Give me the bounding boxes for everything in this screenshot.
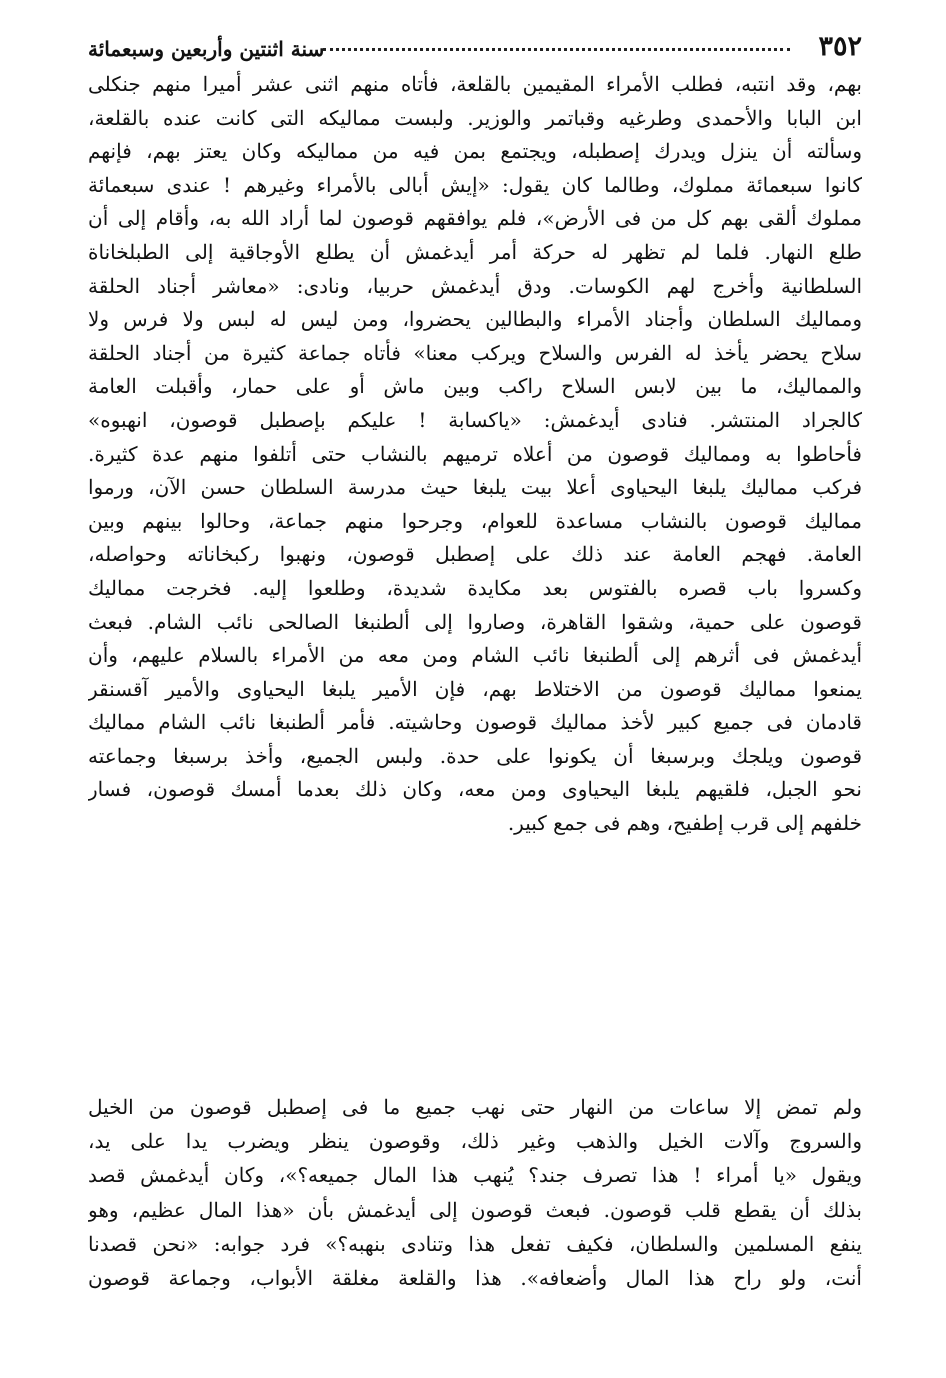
- text-line: ابن البابا والأحمدى وطرغيه وقباتمر والوزير. ولبست مماليكه التى كانت عنده بالقلعة،: [88, 105, 862, 130]
- text-line: قوصون على حمية، وشقوا القاهرة، وصاروا إلى ألطنبغا الصالحى نائب الشام. فبعث: [88, 609, 862, 634]
- text-line: فأحاطوا به ومماليك قوصون من أعلاه ترميهم بالنشاب حتى أتلفوا منهم عدة كثيرة.: [88, 441, 862, 466]
- text-line: يمنعوا مماليك قوصون من الاختلاط بهم، فإن الأمير يلبغا اليحياوى والأمير آقسنقر: [88, 676, 862, 701]
- text-line: كالجراد المنتشر. فنادى أيدغمش: «ياكسابة ! عليكم بإصطبل قوصون، انهبوه»: [88, 407, 862, 432]
- paragraph-2: [88, 1090, 862, 1295]
- text-line: ويقول «يا أمراء ! هذا تصرف جند؟ يُنهب هذا المال جميعه؟»، وكان أيدغمش قصد: [88, 1163, 862, 1188]
- text-line: ومماليك السلطان وأجناد الأمراء والبطالين يحضروا، ومن ليس له لبس ولا فرس ولا: [88, 307, 862, 332]
- text-line: العامة. فهجم العامة عند ذلك على إصطبل قوصون، ونهبوا ركبخاناته وحواصله،: [88, 542, 862, 567]
- text-line: ولم تمض إلا ساعات من النهار حتى نهب جميع ما فى إصطبل قوصون من الخيل: [88, 1095, 862, 1119]
- page-number: ٣٥٢: [818, 31, 862, 62]
- text-line: نحو الجبل، فلقيهم يلبغا اليحياوى ومن معه، وكان ذلك بعدما أمسك قوصون، فسار: [88, 777, 862, 802]
- text-line: قادمان فى جميع كبير لأخذ مماليك قوصون وحاشيته. فأمر ألطنبغا نائب الشام مماليك: [88, 710, 862, 735]
- text-line: وكسروا باب قصره بالفتوس بعد مكايدة شديدة، وطلعوا إليه. فخرجت مماليك: [88, 575, 862, 600]
- text-line: طلع النهار. فلما لم تظهر له حركة أمر أيدغمش أن يطلع الأوجاقية إلى الطبلخاناة: [88, 239, 862, 264]
- text-line: مماليك قوصون بالنشاب مساعدة للعوام، وجرحوا منهم جماعة، وحالوا بينهم وبين: [88, 508, 862, 533]
- text-line: السلطانية وأخرج لهم الكوسات. ودق أيدغمش حربيا، ونادى: «معاشر أجناد الحلقة: [88, 273, 862, 298]
- text-line: بذلك أن يقطع قلب قوصون. فبعث قوصون إلى أيدغمش بأن «هذا المال عظيم، وهو: [88, 1197, 862, 1222]
- paragraph-1: [88, 68, 862, 841]
- text-line: قوصون ويلجك وبرسبغا أن يكونوا على حدة. ولبس الجميع، وأخذ برسبغا وجماعته: [88, 743, 862, 768]
- text-line: بهم، وقد انتبه، فطلب الأمراء المقيمين بالقلعة، فأتاه منهم اثنى عشر أميرا منهم جنكلى: [88, 72, 862, 96]
- text-line: أيدغمش فى أثرهم إلى ألطنبغا نائب الشام ومن معه من الأمراء بالسلام عليهم، وأن: [88, 643, 862, 668]
- header-dot-leader: [323, 48, 790, 51]
- page-header: [88, 28, 862, 68]
- text-line: والسروج وآلات الخيل والذهب وغير ذلك، وقوصون ينظر ويضرب يدا على يد،: [88, 1129, 862, 1154]
- text-line: كانوا سبعمائة مملوك، وطالما كان يقول: «إيش أبالى بالأمراء وغيرهم ! عندى سبعمائة: [88, 172, 862, 197]
- text-line: أنت، ولو راح هذا المال وأضعافه». هذا والقلعة مغلقة الأبواب، وجماعة قوصون: [88, 1265, 862, 1290]
- text-line: والمماليك، ما بين لابس السلاح راكب وبين ماش أو على حمار، وأقبلت العامة: [88, 374, 862, 399]
- text-line: وسألته أن ينزل ويدرك إصطبله، ويجتمع بمن فيه من مماليكه وكان يعتز بهم، فإنهم: [88, 139, 862, 164]
- text-line: فركب مماليك يلبغا اليحياوى أعلا بيت يلبغا حيث مدرسة السلطان حسن الآن، ورموا: [88, 475, 862, 500]
- text-line: ينفع المسلمين والسلطان، فكيف تفعل هذا وتنادى بنهبه؟» فرد جوابه: «نحن قصدنا: [88, 1231, 862, 1256]
- text-line: سلاح يحضر يأخذ له الفرس والسلاح ويركب معنا» فأتاه جماعة كثيرة من أجناد الحلقة: [88, 340, 862, 365]
- text-line: مملوك ألقى بهم كل من فى الأرض»، فلم يوافقهم قوصون لما أراد الله به، وأقام إلى أن: [88, 206, 862, 231]
- text-line: خلفهم إلى قرب إطفيح، وهم فى جمع كبير.: [507, 811, 862, 836]
- running-title: سنة اثنتين وأربعين وسبعمائة: [88, 37, 325, 61]
